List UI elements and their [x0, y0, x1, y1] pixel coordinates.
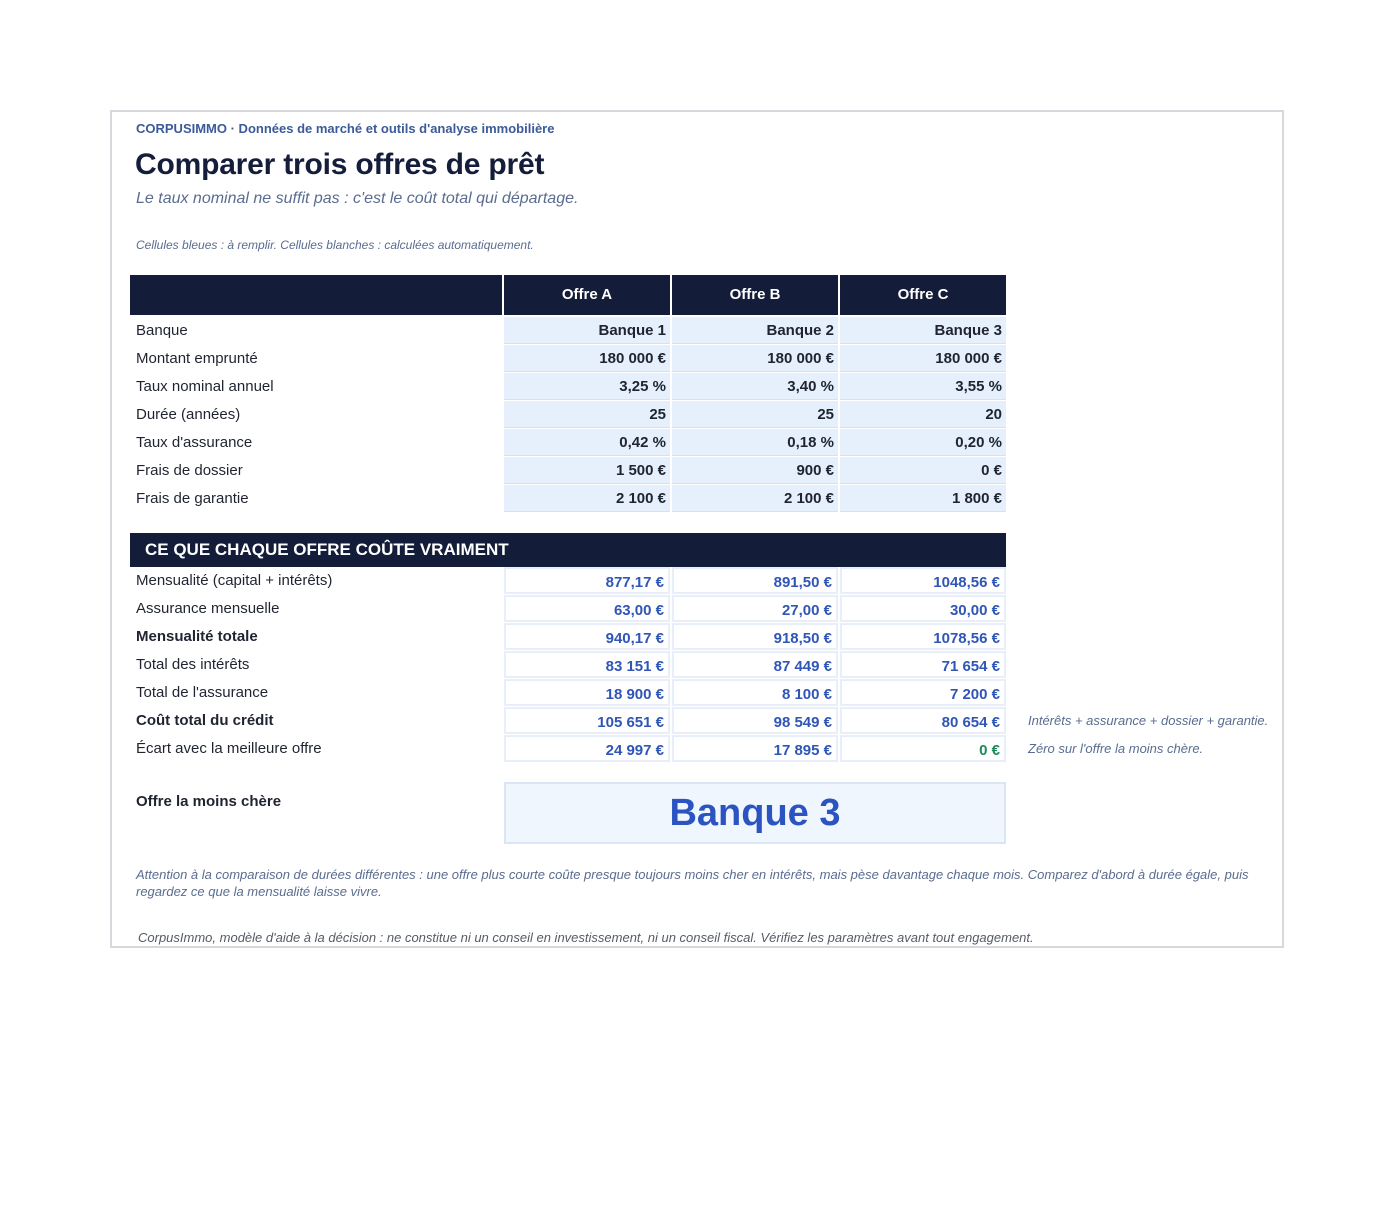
cell-value: 1 500 € — [615, 462, 666, 479]
row-label: Assurance mensuelle — [136, 600, 280, 617]
computed-cell-offre-a[interactable] — [504, 623, 670, 650]
cell-value: 180 000 € — [767, 350, 834, 367]
cell-value: 1048,56 € — [933, 574, 1000, 591]
cell-value: 918,50 € — [773, 630, 832, 647]
computed-cell-offre-b[interactable] — [672, 735, 838, 762]
cell-value: 98 549 € — [773, 714, 832, 731]
result-row-mensualite-totale — [130, 623, 1006, 651]
input-cell-offre-b[interactable] — [672, 373, 838, 400]
best-offer-label: Offre la moins chère — [136, 793, 282, 810]
input-cell-offre-c[interactable] — [840, 317, 1006, 344]
row-label: Frais de garantie — [136, 490, 249, 507]
cell-value: 27,00 € — [781, 602, 832, 619]
cell-value: 0 € — [979, 742, 1000, 759]
duration-warning: Attention à la comparaison de durées différentes : une offre plus courte coûte presque toujours moins cher en intérêts, mais pèse davantage chaque mois. Comparez d'abord à durée égale, puis regardez ce que la mensualité laisse vivre. — [136, 867, 1249, 899]
cell-value: 7 200 € — [949, 686, 1000, 703]
result-row-ecart-avec-la-meilleure-offre — [130, 735, 1204, 763]
input-cell-offre-a[interactable] — [504, 485, 670, 512]
row-note: Intérêts + assurance + dossier + garantie. — [1028, 713, 1269, 728]
results-section-title: CE QUE CHAQUE OFFRE COÛTE VRAIMENT — [130, 533, 1006, 567]
offers-header-row — [130, 275, 1006, 315]
cell-value: Banque 3 — [934, 322, 1002, 339]
row-label: Écart avec la meilleure offre — [136, 740, 322, 757]
disclaimer: CorpusImmo, modèle d'aide à la décision : ne constitue ni un conseil en investissement, ni un conseil fiscal. Vérifiez les paramètres avant tout engagement. — [138, 930, 1034, 945]
row-label: Mensualité totale — [136, 628, 258, 645]
result-row-cout-total-du-credit — [130, 707, 1269, 735]
result-row-total-des-interets — [130, 651, 1006, 679]
input-cell-offre-b[interactable] — [672, 457, 838, 484]
input-cell-offre-b[interactable] — [672, 345, 838, 372]
cell-value: 71 654 € — [941, 658, 1000, 675]
computed-cell-offre-c[interactable] — [840, 567, 1006, 594]
cell-value: 8 100 € — [781, 686, 832, 703]
computed-cell-offre-a[interactable] — [504, 679, 670, 706]
result-row-mensualite-capital-interets — [130, 567, 1006, 595]
cell-value: 3,25 % — [619, 378, 666, 395]
cell-value: Banque 2 — [766, 322, 834, 339]
cell-value: Banque 1 — [598, 322, 666, 339]
computed-cell-offre-b[interactable] — [672, 567, 838, 594]
page-subtitle: Le taux nominal ne suffit pas : c'est le coût total qui départage. — [136, 190, 579, 207]
spreadsheet-sheet — [110, 110, 1284, 948]
input-cell-offre-a[interactable] — [504, 429, 670, 456]
input-cell-offre-b[interactable] — [672, 485, 838, 512]
row-label: Coût total du crédit — [136, 712, 274, 729]
cell-value: 80 654 € — [941, 714, 1000, 731]
input-cell-offre-a[interactable] — [504, 317, 670, 344]
row-label: Montant emprunté — [136, 350, 258, 367]
cell-value: 877,17 € — [605, 574, 664, 591]
computed-cell-offre-c[interactable] — [840, 735, 1006, 762]
cell-value: 180 000 € — [599, 350, 666, 367]
row-label: Total de l'assurance — [136, 684, 269, 701]
cell-value: 87 449 € — [773, 658, 832, 675]
computed-cell-offre-b[interactable] — [672, 595, 838, 622]
cell-value: 25 — [817, 406, 834, 423]
result-row-total-de-l-assurance — [130, 679, 1006, 707]
input-row-banque — [130, 317, 1006, 345]
row-label: Taux d'assurance — [136, 434, 253, 451]
computed-cell-offre-a[interactable] — [504, 595, 670, 622]
row-label: Frais de dossier — [136, 462, 243, 479]
row-label: Mensualité (capital + intérêts) — [136, 572, 333, 589]
row-note: Zéro sur l'offre la moins chère. — [1028, 741, 1204, 756]
brand-line: CORPUSIMMO · Données de marché et outils d'analyse immobilière — [136, 121, 555, 136]
computed-cell-offre-c[interactable] — [840, 623, 1006, 650]
column-header-offre-c: Offre C — [840, 275, 1006, 315]
cell-value: 24 997 € — [605, 742, 664, 759]
input-cell-offre-c[interactable] — [840, 457, 1006, 484]
computed-cell-offre-b[interactable] — [672, 679, 838, 706]
cell-value: 2 100 € — [615, 490, 666, 507]
input-cell-offre-c[interactable] — [840, 429, 1006, 456]
cell-value: 0,42 % — [619, 434, 666, 451]
input-cell-offre-c[interactable] — [840, 485, 1006, 512]
input-cell-offre-a[interactable] — [504, 373, 670, 400]
cell-value: 3,40 % — [787, 378, 834, 395]
input-cell-offre-b[interactable] — [672, 317, 838, 344]
computed-cell-offre-c[interactable] — [840, 679, 1006, 706]
computed-cell-offre-b[interactable] — [672, 651, 838, 678]
input-cell-offre-c[interactable] — [840, 373, 1006, 400]
input-cell-offre-a[interactable] — [504, 457, 670, 484]
input-cell-offre-c[interactable] — [840, 401, 1006, 428]
cell-value: 17 895 € — [773, 742, 832, 759]
cell-value: 83 151 € — [605, 658, 664, 675]
cell-value: 2 100 € — [783, 490, 834, 507]
cell-value: 18 900 € — [605, 686, 664, 703]
cell-value: 30,00 € — [949, 602, 1000, 619]
cell-color-legend: Cellules bleues : à remplir. Cellules blanches : calculées automatiquement. — [136, 238, 534, 252]
computed-cell-offre-a[interactable] — [504, 735, 670, 762]
cell-value: 1 800 € — [951, 490, 1002, 507]
computed-cell-offre-b[interactable] — [672, 623, 838, 650]
cell-value: 105 651 € — [597, 714, 664, 731]
cell-value: 180 000 € — [935, 350, 1002, 367]
computed-cell-offre-c[interactable] — [840, 595, 1006, 622]
input-cell-offre-a[interactable] — [504, 345, 670, 372]
input-cell-offre-b[interactable] — [672, 401, 838, 428]
input-row-frais-de-garantie — [130, 485, 1006, 513]
computed-cell-offre-a[interactable] — [504, 567, 670, 594]
cell-value: 900 € — [796, 462, 834, 479]
result-row-assurance-mensuelle — [130, 595, 1006, 623]
row-label: Taux nominal annuel — [136, 378, 274, 395]
computed-cell-offre-b[interactable] — [672, 707, 838, 734]
cell-value: 1078,56 € — [933, 630, 1000, 647]
computed-cell-offre-a[interactable] — [504, 651, 670, 678]
cell-value: 3,55 % — [955, 378, 1002, 395]
computed-cell-offre-c[interactable] — [840, 707, 1006, 734]
page-title: Comparer trois offres de prêt — [135, 148, 545, 181]
cell-value: 25 — [649, 406, 666, 423]
column-header-offre-b: Offre B — [672, 275, 838, 315]
input-row-frais-de-dossier — [130, 457, 1006, 485]
cell-value: 0 € — [981, 462, 1002, 479]
best-offer-value: Banque 3 — [504, 782, 1006, 844]
cell-value: 20 — [985, 406, 1002, 423]
cell-value: 940,17 € — [605, 630, 664, 647]
row-label: Total des intérêts — [136, 656, 250, 673]
input-row-taux-nominal-annuel — [130, 373, 1006, 401]
computed-cell-offre-c[interactable] — [840, 651, 1006, 678]
input-cell-offre-b[interactable] — [672, 429, 838, 456]
input-cell-offre-a[interactable] — [504, 401, 670, 428]
row-label: Banque — [136, 322, 188, 339]
input-row-montant-emprunte — [130, 345, 1006, 373]
header-blank-cell — [130, 275, 502, 315]
input-cell-offre-c[interactable] — [840, 345, 1006, 372]
input-row-taux-d-assurance — [130, 429, 1006, 457]
computed-cell-offre-a[interactable] — [504, 707, 670, 734]
cell-value: 63,00 € — [613, 602, 664, 619]
cell-value: 0,20 % — [955, 434, 1002, 451]
cell-value: 891,50 € — [773, 574, 832, 591]
cell-value: 0,18 % — [787, 434, 834, 451]
column-header-offre-a: Offre A — [504, 275, 670, 315]
input-row-duree-annees — [130, 401, 1006, 429]
row-label: Durée (années) — [136, 406, 241, 423]
